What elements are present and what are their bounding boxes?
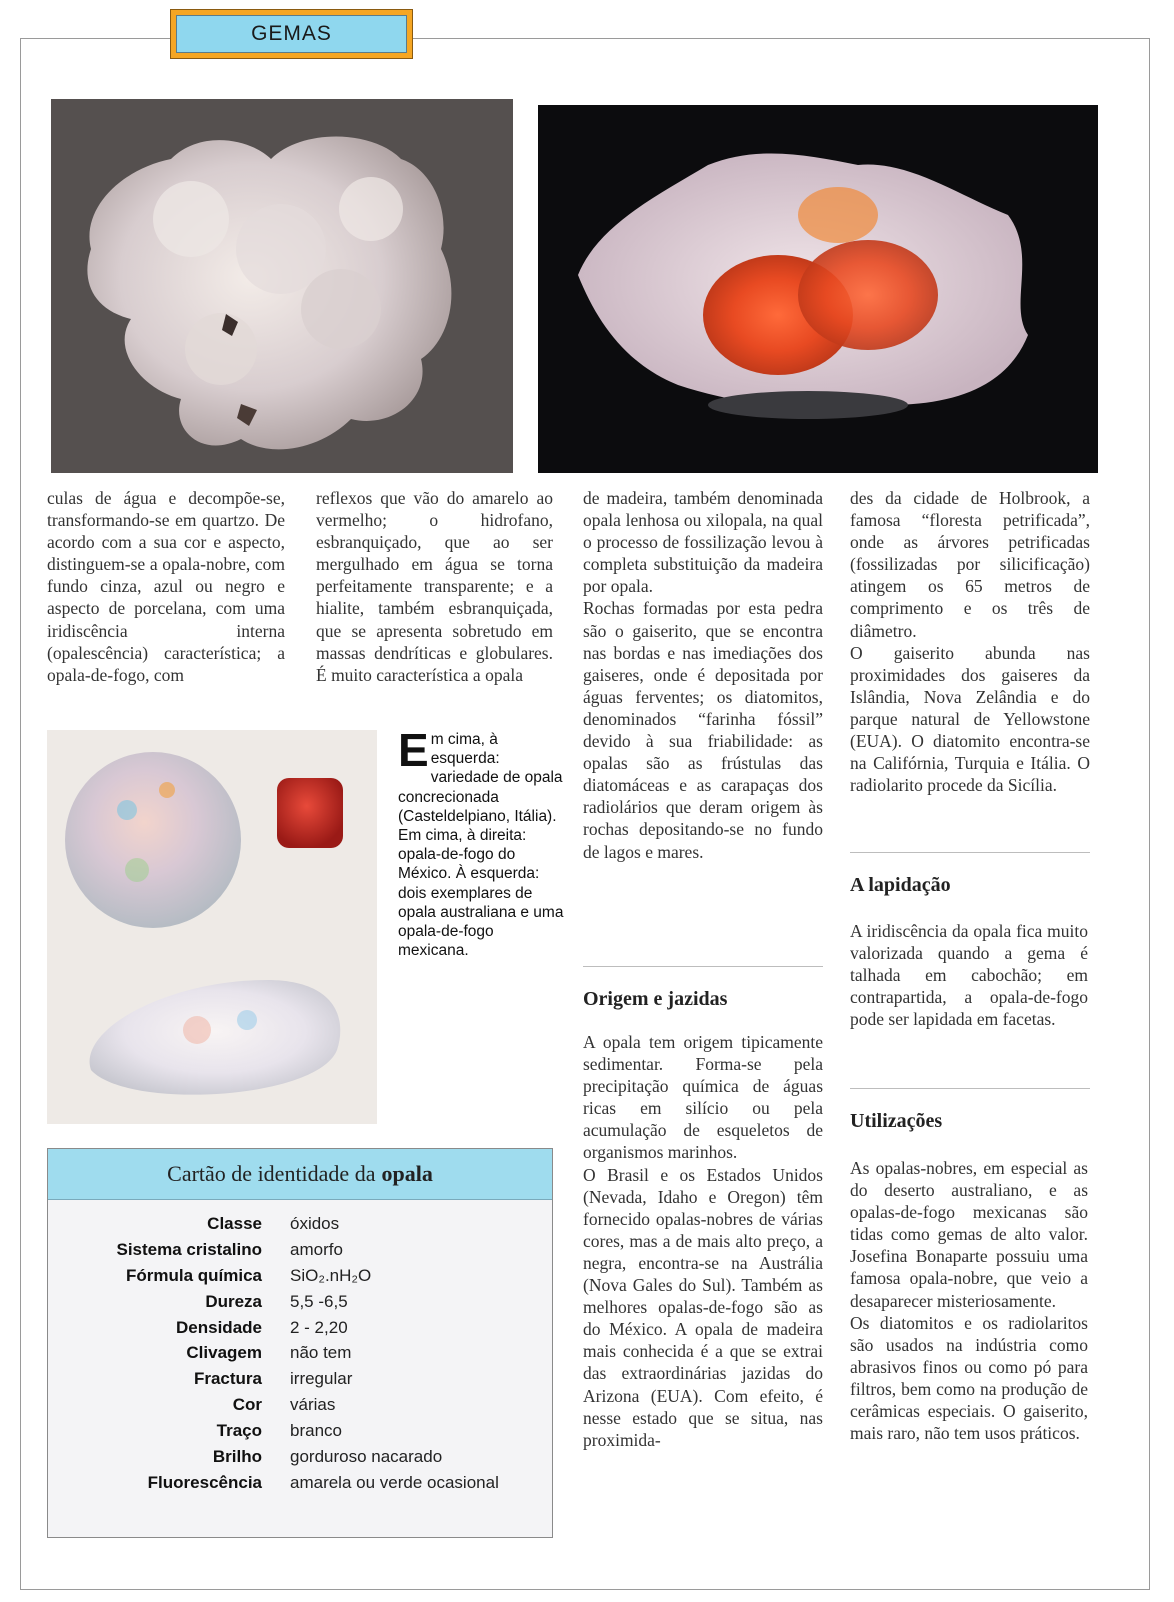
- paragraph: des da cidade de Holbrook, a famosa “floresta petrificada”, onde as árvores petrificadas (fossilizadas por silicificação) atingem os 65 metros de comprimento e os três de diâmetro.: [850, 488, 1090, 641]
- photo-caption: [398, 724, 568, 960]
- property-value: não tem: [290, 1343, 352, 1363]
- property-label: Classe: [207, 1213, 262, 1233]
- identity-card-row: [48, 1263, 499, 1289]
- paragraph: culas de água e decompõe-se, transformando-se em quartzo. De acordo com a sua cor e aspecto, distinguem-se a opala-nobre, com fundo cinza, azul ou negro e aspecto de porcelana, com uma iridiscência interna (opalescência) característica; a opala-de-fogo, com: [47, 488, 285, 685]
- text-column-4: [850, 487, 1090, 796]
- heading-origem: Origem e jazidas: [583, 988, 728, 1010]
- section-divider: [850, 1088, 1090, 1089]
- paragraph: Os diatomitos e os radiolaritos são usados na indústria como abrasivos finos ou como pó para filtros, bem como na produção de cerâmicas especiais. O gaiserito, mais raro, não tem usos práticos.: [850, 1312, 1088, 1444]
- property-label: Brilho: [212, 1446, 262, 1466]
- photo-concretionary-opal: [51, 99, 513, 473]
- property-label: Traço: [216, 1421, 262, 1441]
- text-column-3: [583, 487, 823, 863]
- property-label: Cor: [232, 1395, 262, 1415]
- drop-cap: E: [398, 724, 429, 776]
- identity-card-row: [48, 1444, 499, 1470]
- paragraph: reflexos que vão do amarelo ao vermelho; o hidrofano, esbranquiçado, que ao ser mergulhado em água se torna perfeitamente transparente; e a hialite, também esbranquiçada, que se apresenta sobretudo em massas dendríticas e globulares. É muito característica a opala: [316, 488, 553, 685]
- property-label: Densidade: [176, 1317, 262, 1337]
- identity-card-row: [48, 1237, 499, 1263]
- heading-utilizacoes: Utilizações: [850, 1110, 943, 1132]
- paragraph: de madeira, também denominada opala lenhosa ou xilopala, na qual o processo de fossilização levou à completa substituição da madeira por opala.: [583, 488, 823, 597]
- identity-card-row: [48, 1315, 499, 1341]
- section-title: GEMAS: [251, 22, 332, 45]
- property-value: óxidos: [290, 1213, 340, 1233]
- opal-identity-card: [47, 1148, 553, 1538]
- identity-card-row: [48, 1418, 499, 1444]
- paragraph: A iridiscência da opala fica muito valorizada quando a gema é talhada em cabochão; em contrapartida, a opala-de-fogo pode ser lapidada em facetas.: [850, 921, 1088, 1030]
- identity-card-row: [48, 1366, 499, 1392]
- property-value: amorfo: [290, 1239, 343, 1259]
- property-label: Dureza: [205, 1291, 262, 1311]
- property-value: 2 - 2,20: [290, 1317, 348, 1337]
- text-lapidacao: [850, 920, 1088, 1030]
- text-column-1: [47, 487, 285, 686]
- section-divider: [850, 852, 1090, 853]
- identity-card-row: [48, 1289, 499, 1315]
- property-value: amarela ou verde ocasional: [290, 1472, 499, 1492]
- property-value: irregular: [290, 1369, 353, 1389]
- text-utilizacoes: [850, 1157, 1088, 1444]
- identity-card-row: [48, 1340, 499, 1366]
- property-label: Fórmula química: [125, 1265, 262, 1285]
- identity-card-title-bold: opala: [381, 1161, 433, 1186]
- photo-fire-opal-mexico: [538, 105, 1098, 473]
- paragraph: As opalas-nobres, em especial as do deserto australiano, e as opalas-de-fogo mexicanas são tidas como gemas de alto valor. Josefina Bonaparte possuiu uma famosa opala-nobre, que veio a desaparecer misteriosamente.: [850, 1158, 1088, 1311]
- photo-australian-opals: [47, 730, 377, 1124]
- identity-card-table: [48, 1211, 499, 1496]
- identity-card-row: [48, 1470, 499, 1496]
- property-label: Fluorescência: [147, 1472, 262, 1492]
- property-value: 5,5 -6,5: [290, 1291, 348, 1311]
- paragraph: Rochas formadas por esta pedra são o gaiserito, que se encontra nas bordas e nas imediações dos gaiseres, onde é depositada por águas ferventes; os diatomitos, denominados “farinha fóssil” devido à sua friabilidade: as opalas são as frústulas das diatomáceas e as carapaças dos radiolários que deram origem às rochas depositando-se no fundo de lagos e mares.: [583, 598, 823, 862]
- paragraph: O Brasil e os Estados Unidos (Nevada, Idaho e Oregon) têm fornecido opalas-nobres de várias cores, mas a de mais alto preço, a negra, encontra-se na Austrália (Nova Gales do Sul). Também as melhores opalas-de-fogo são as do México. A opala de madeira mais conhecida é a que se extrai das extraordinárias jazidas do Arizona (EUA). Com efeito, é nesse estado que se situa, nas proximida-: [583, 1164, 823, 1450]
- section-header-tab: [170, 9, 413, 59]
- property-value: branco: [290, 1421, 342, 1441]
- text-origem: [583, 1031, 823, 1451]
- caption-text: m cima, à esquerda: variedade de opala concrecionada (Casteldelpiano, Itália). Em cima, à direita: opala-de-fogo do México. À esquerda: dois exemplares de opala australiana e uma opala-de-fogo mexicana.: [398, 731, 564, 960]
- paragraph: A opala tem origem tipicamente sedimentar. Forma-se pela precipitação química de águas ricas em silício ou pela acumulação de esqueletos de organismos marinhos.: [583, 1032, 823, 1163]
- identity-card-title: [48, 1149, 552, 1200]
- section-divider: [583, 966, 823, 967]
- text-column-2: [316, 487, 553, 686]
- identity-card-row: [48, 1392, 499, 1418]
- property-value: gorduroso nacarado: [290, 1446, 443, 1466]
- paragraph: O gaiserito abunda nas proximidades dos gaiseres da Islândia, Nova Zelândia e do parque natural de Yellowstone (EUA). O diatomito encontra-se na Califórnia, Turquia e Itália. O radiolarito procede da Sicília.: [850, 642, 1090, 796]
- property-value: várias: [290, 1395, 336, 1415]
- identity-card-title-prefix: Cartão de identidade da: [167, 1161, 376, 1186]
- property-label: Fractura: [193, 1369, 262, 1389]
- property-value: SiO₂.nH₂O: [290, 1265, 372, 1285]
- identity-card-row: [48, 1211, 499, 1237]
- heading-lapidacao: A lapidação: [850, 874, 951, 896]
- property-label: Clivagem: [186, 1343, 262, 1363]
- property-label: Sistema cristalino: [116, 1239, 262, 1259]
